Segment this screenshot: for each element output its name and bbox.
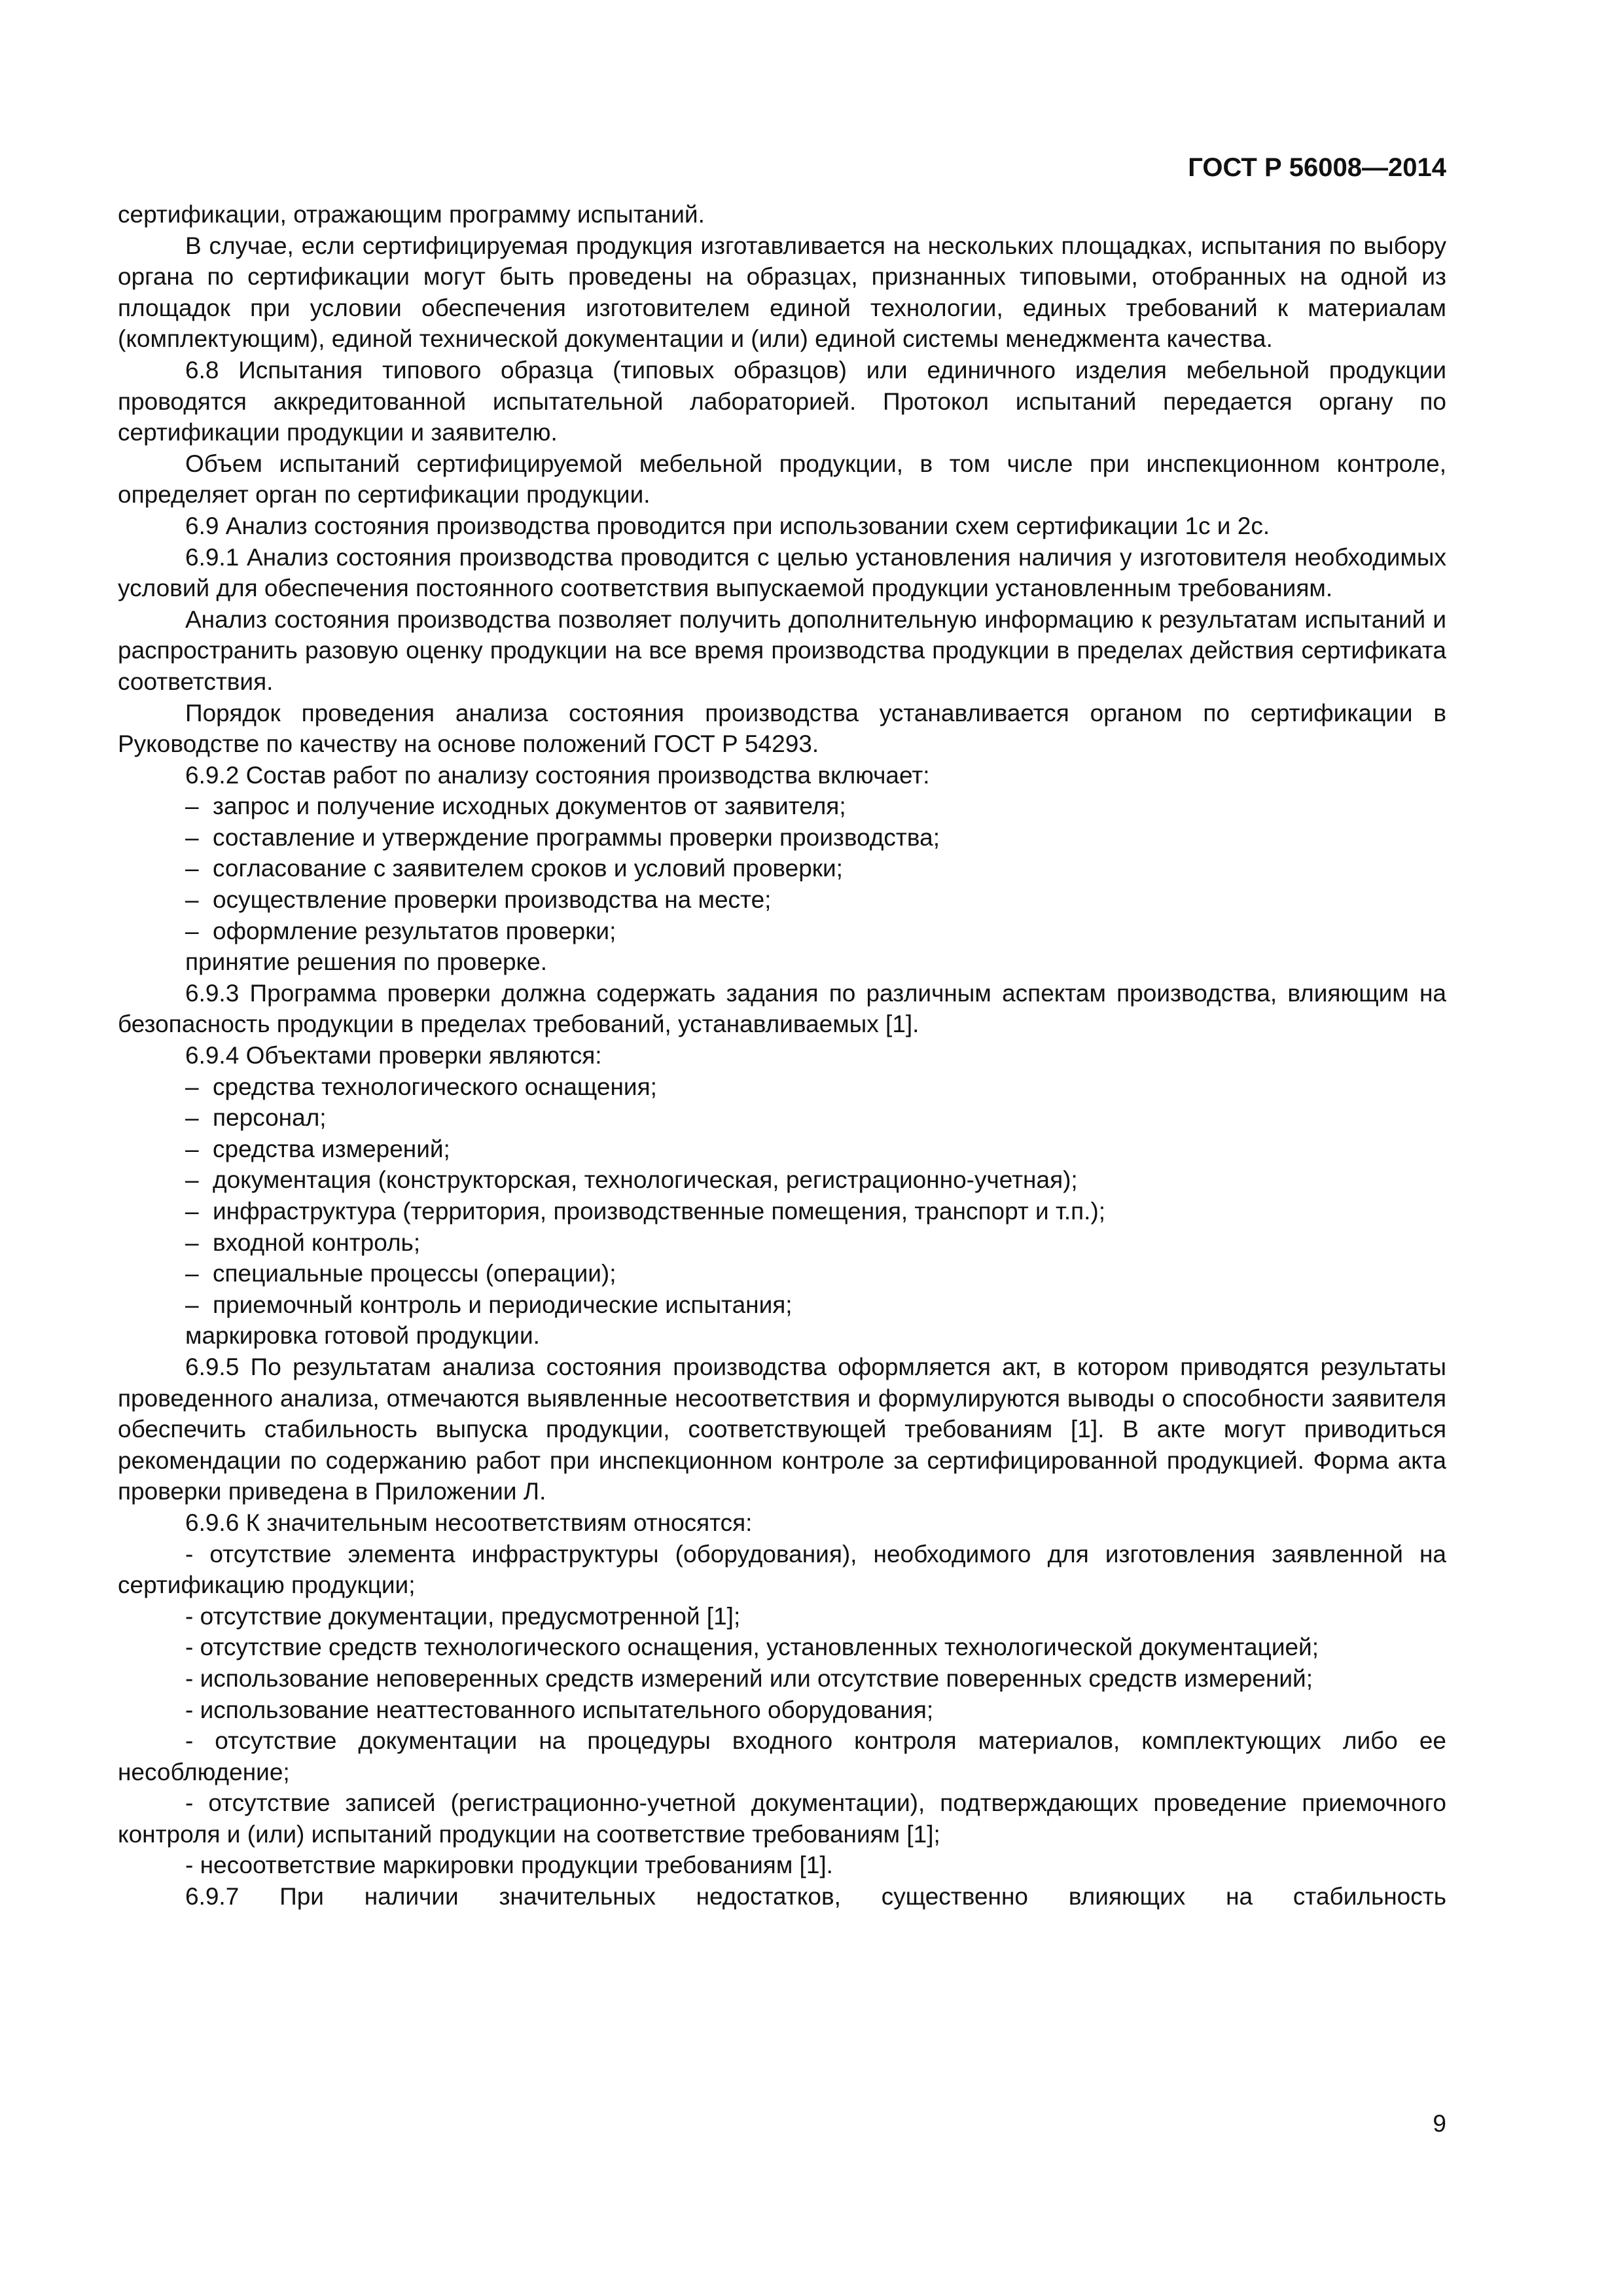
dash-marker: – xyxy=(185,917,199,944)
list-item: – входной контроль; xyxy=(118,1227,1446,1259)
paragraph: 6.9.3 Программа проверки должна содержать задания по различным аспектам производства, влияющим на безопасность продукции в пределах требований, устанавливаемых [1]. xyxy=(118,979,1446,1038)
paragraph: Объем испытаний сертифицируемой мебельной продукции, в том числе при инспекционном контроле, определяет орган по сертификации продукции. xyxy=(118,450,1446,509)
list-item: – оформление результатов проверки; xyxy=(118,916,1446,947)
list-item: – осуществление проверки производства на месте; xyxy=(118,884,1446,916)
dash-marker: – xyxy=(185,793,199,820)
paragraph: В случае, если сертифицируемая продукция изготавливается на нескольких площадках, испытания по выбору органа по сертификации могут быть проведены на образцах, признанных типовыми, отобранных на одной из площадок при условии обеспечения изготовителем единой технологии, единых требований к материалам (комплектующим), единой технической документации и (или) единой системы менеджмента качества. xyxy=(118,232,1446,353)
list-item: – согласование с заявителем сроков и условий проверки; xyxy=(118,853,1446,884)
document-body xyxy=(118,199,1446,1912)
paragraph: 6.9 Анализ состояния производства проводится при использовании схем сертификации 1с и 2с. xyxy=(185,512,1270,539)
list-item: – средства измерений; xyxy=(118,1134,1446,1165)
paragraph: 6.9.1 Анализ состояния производства проводится с целью установления наличия у изготовителя необходимых условий для обеспечения постоянного соответствия выпускаемой продукции установленным требованиям. xyxy=(118,543,1446,602)
dash-marker: – xyxy=(185,1166,199,1194)
paragraph: - отсутствие документации, предусмотренной [1]; xyxy=(185,1602,741,1630)
list-item: – инфраструктура (территория, производственные помещения, транспорт и т.п.); xyxy=(118,1196,1446,1227)
dash-marker: – xyxy=(185,1073,199,1100)
dash-marker: – xyxy=(185,1104,199,1132)
paragraph: - отсутствие записей (регистрационно-учетной документации), подтверждающих проведение приемочного контроля и (или) испытаний продукции на соответствие требованиям [1]; xyxy=(118,1789,1446,1848)
dash-marker: – xyxy=(185,1229,199,1256)
paragraph: 6.9.6 К значительным несоответствиям относятся: xyxy=(185,1509,753,1536)
list-item: – персонал; xyxy=(118,1102,1446,1134)
list-item: – специальные процессы (операции); xyxy=(118,1258,1446,1289)
paragraph: 6.8 Испытания типового образца (типовых образцов) или единичного изделия мебельной продукции проводятся аккредитованной испытательной лабораторией. Протокол испытаний передается органу по сертификации продукции и заявителю. xyxy=(118,356,1446,446)
list-item: – документация (конструкторская, технологическая, регистрационно-учетная); xyxy=(118,1164,1446,1196)
paragraph: сертификации, отражающим программу испытаний. xyxy=(118,201,705,228)
dash-marker: – xyxy=(185,1198,199,1225)
paragraph: - отсутствие средств технологического оснащения, установленных технологической документацией; xyxy=(185,1634,1319,1661)
list-item: – средства технологического оснащения; xyxy=(118,1071,1446,1103)
paragraph: 6.9.7 При наличии значительных недостатков, существенно влияющих на стабильность xyxy=(185,1883,1446,1910)
dash-marker: – xyxy=(185,1135,199,1162)
dash-marker: – xyxy=(185,823,199,851)
dash-marker: – xyxy=(185,855,199,882)
paragraph: - использование неповеренных средств измерений или отсутствие поверенных средств измерений; xyxy=(185,1664,1313,1692)
paragraph: - отсутствие документации на процедуры входного контроля материалов, комплектующих либо ее несоблюдение; xyxy=(118,1727,1446,1785)
list-item: принятие решения по проверке. xyxy=(185,948,547,976)
paragraph: - использование неаттестованного испытательного оборудования; xyxy=(185,1696,934,1723)
dash-marker: – xyxy=(185,886,199,914)
paragraph: Анализ состояния производства позволяет получить дополнительную информацию к результатам испытаний и распространить разовую оценку продукции на все время производства продукции в пределах действия сертификата соответствия. xyxy=(118,605,1446,695)
paragraph: 6.9.5 По результатам анализа состояния производства оформляется акт, в котором приводятся результаты проведенного анализа, отмечаются выявленные несоответствия и формулируются выводы о способности заявителя обеспечить стабильность выпуска продукции, соответствующей требованиям [1]. В акте могут приводиться рекомендации по содержанию работ при инспекционном контроле за сертифицированной продукцией. Форма акта проверки приведена в Приложении Л. xyxy=(118,1353,1446,1505)
list-item: – запрос и получение исходных документов от заявителя; xyxy=(118,791,1446,822)
dash-marker: – xyxy=(185,1260,199,1287)
list-item: – составление и утверждение программы проверки производства; xyxy=(118,822,1446,853)
list-item: – приемочный контроль и периодические испытания; xyxy=(118,1289,1446,1321)
document-header: ГОСТ Р 56008—2014 xyxy=(1188,153,1446,182)
paragraph: - отсутствие элемента инфраструктуры (оборудования), необходимого для изготовления заявленной на сертификацию продукции; xyxy=(118,1540,1446,1599)
paragraph: Порядок проведения анализа состояния производства устанавливается органом по сертификации в Руководстве по качеству на основе положений ГОСТ Р 54293. xyxy=(118,699,1446,758)
dash-marker: – xyxy=(185,1291,199,1318)
paragraph: 6.9.4 Объектами проверки являются: xyxy=(185,1042,602,1069)
paragraph: - несоответствие маркировки продукции требованиям [1]. xyxy=(185,1852,833,1879)
list-item: маркировка готовой продукции. xyxy=(185,1322,540,1350)
paragraph: 6.9.2 Состав работ по анализу состояния производства включает: xyxy=(185,761,930,789)
page-number: 9 xyxy=(1433,2110,1446,2137)
